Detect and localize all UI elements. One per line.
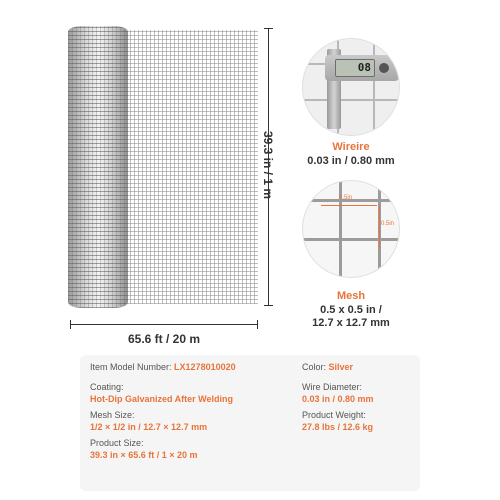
spec-column-left xyxy=(90,361,280,465)
spec-label: Item Model Number: xyxy=(90,362,172,372)
mesh-sheet xyxy=(126,30,258,304)
spec-label: Color: xyxy=(302,362,327,372)
spec-label: Product Weight: xyxy=(302,410,366,420)
spec-product-weight xyxy=(302,409,417,433)
mesh-detail-circle xyxy=(302,180,400,278)
spec-label: Wire Diameter: xyxy=(302,382,363,392)
mesh-description-line2: 12.7 x 12.7 mm xyxy=(312,317,390,329)
spec-label: Mesh Size: xyxy=(90,410,135,420)
width-label: 65.6 ft / 20 m xyxy=(127,332,201,346)
spec-column-right xyxy=(302,361,417,437)
gauge-horizontal xyxy=(321,205,377,206)
mesh-roll xyxy=(68,26,128,308)
caliper-knob xyxy=(379,63,389,73)
mesh-description-line1: 0.5 x 0.5 in / xyxy=(320,304,382,316)
wire-title: Wireire xyxy=(332,141,370,153)
gauge-horizontal-label: 0.5in xyxy=(339,195,353,201)
mesh-title: Mesh xyxy=(336,290,366,302)
caliper-display: 08 xyxy=(335,59,375,77)
gauge-vertical-label: 0.5in xyxy=(381,221,395,227)
mesh-description xyxy=(276,304,426,330)
spec-value: 39.3 in × 65.6 ft / 1 × 20 m xyxy=(90,450,198,460)
spec-value: 1/2 × 1/2 in / 12.7 × 12.7 mm xyxy=(90,422,208,432)
gauge-vertical xyxy=(379,205,380,249)
wire-detail-circle xyxy=(302,38,400,136)
spec-value: Silver xyxy=(328,362,354,372)
spec-label: Product Size: xyxy=(90,438,144,448)
height-label: 39.3 in / 1 m xyxy=(261,130,275,200)
spec-mesh-size xyxy=(90,409,280,433)
spec-label: Coating: xyxy=(90,382,124,392)
spec-value: 0.03 in / 0.80 mm xyxy=(302,394,374,404)
spec-model-number xyxy=(90,361,280,373)
spec-product-size xyxy=(90,437,280,461)
spec-value: Hot-Dip Galvanized After Welding xyxy=(90,394,234,404)
width-dimension-line xyxy=(70,324,258,325)
spec-color xyxy=(302,361,417,373)
spec-value: LX1278010020 xyxy=(174,362,236,372)
spec-value: 27.8 lbs / 12.6 kg xyxy=(302,422,374,432)
spec-coating xyxy=(90,381,280,405)
spec-wire-diameter xyxy=(302,381,417,405)
spec-panel xyxy=(80,355,420,491)
wire-description: 0.03 in / 0.80 mm xyxy=(307,155,395,167)
